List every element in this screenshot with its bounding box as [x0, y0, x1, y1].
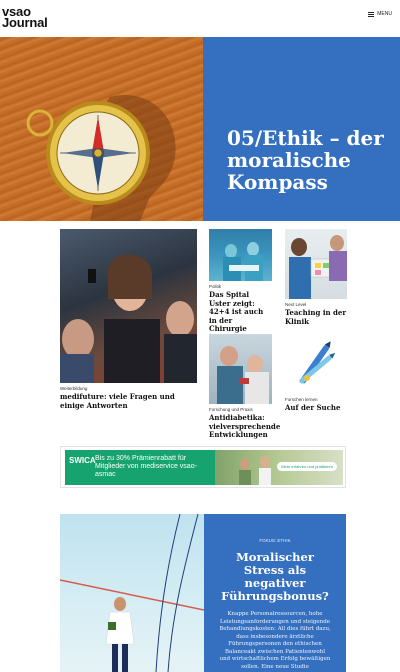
focus-image	[60, 514, 204, 672]
article-kicker: Forschung und Praxis	[209, 407, 253, 412]
article-image	[209, 229, 272, 281]
ad-logo: SWICA	[69, 456, 96, 465]
article-title[interactable]: Das Spital Uster zeigt: 42+4 ist auch in der Chirurgie	[209, 290, 264, 333]
compass-icon	[0, 37, 203, 221]
site-logo[interactable]	[2, 6, 48, 28]
ad-cta-button[interactable]: Mehr erfahren und profitieren	[277, 462, 337, 471]
article-card[interactable]	[60, 229, 197, 410]
article-image	[285, 229, 347, 299]
article-card[interactable]	[285, 334, 347, 413]
article-card[interactable]	[285, 229, 347, 326]
tightrope-walker-icon	[60, 514, 204, 672]
hero-title[interactable]: 05/Ethik – der moralische Kompass	[227, 126, 384, 194]
pens-icon	[285, 334, 347, 394]
focus-title[interactable]: Moralischer Stress als negativer Führungsbonus?	[221, 550, 329, 603]
hero-feature[interactable]	[0, 37, 400, 221]
article-kicker: Politik	[209, 284, 222, 289]
site-header	[0, 0, 400, 36]
article-title[interactable]: Teaching in der Klinik	[285, 308, 347, 326]
focus-kicker: FOKUS: ETHIK	[259, 538, 291, 543]
article-image	[285, 334, 347, 394]
focus-body: Knappe Personalressourcen, hohe Leistungsanforderungen und steigende Behandlungskosten: All dies führt dazu, dass insbesondere ärztliche Führungspersonen den ethischen Balanceakt zwischen Patientenwohl und wirtschaftlichem Erfolg bewältigen sollen. Eine neue Studie	[219, 611, 331, 670]
article-title[interactable]: Auf der Suche	[285, 403, 341, 412]
article-kicker: Next Level	[285, 302, 307, 307]
menu-button[interactable]	[368, 11, 392, 17]
article-title[interactable]: Antidiabetika: vielversprechende Entwicklungen	[209, 413, 281, 439]
article-image	[209, 334, 272, 404]
article-title[interactable]: medifuture: viele Fragen und einige Antworten	[60, 392, 175, 410]
article-kicker: Weiterbildung	[60, 386, 88, 391]
hamburger-icon	[368, 12, 374, 17]
logo-line-1: vsao	[2, 4, 31, 19]
hero-image	[0, 37, 203, 221]
article-kicker: Forschen lernen	[285, 397, 318, 402]
logo-line-2: Journal	[2, 15, 48, 30]
article-card[interactable]	[209, 334, 281, 440]
article-card[interactable]	[209, 229, 272, 342]
article-image	[60, 229, 197, 383]
focus-panel	[204, 514, 346, 672]
menu-label: MENU	[377, 11, 392, 17]
focus-feature[interactable]	[60, 514, 346, 672]
ad-banner[interactable]	[60, 446, 346, 488]
ad-content	[65, 450, 343, 485]
ad-text: Bis zu 30% Prämienrabatt für Mitglieder von mediservice vsao-asmac	[95, 455, 197, 478]
hero-panel	[203, 37, 400, 221]
